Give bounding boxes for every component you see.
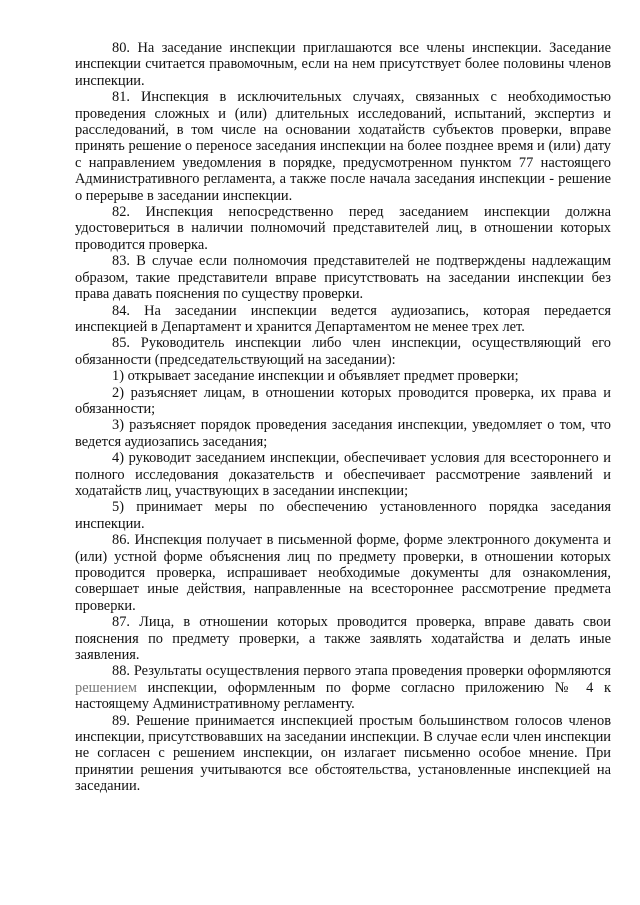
paragraph-85-item-3: 3) разъясняет порядок проведения заседания инспекции, уведомляет о том, что ведется аудиозапись заседания; — [75, 417, 611, 450]
paragraph-88-decision-word: решением — [75, 679, 137, 696]
paragraph-88-part-1: 88. Результаты осуществления первого этапа проведения проверки оформляются — [112, 663, 611, 680]
paragraph-82: 82. Инспекция непосредственно перед заседанием инспекции должна удостовериться в наличии полномочий представителей лиц, в отношении которых проводится проверка. — [75, 204, 611, 253]
paragraph-85-item-5: 5) принимает меры по обеспечению установленного порядка заседания инспекции. — [75, 499, 611, 532]
paragraph-85-item-4: 4) руководит заседанием инспекции, обеспечивает условия для всестороннего и полного исследования доказательств и обеспечивает рассмотрение заявлений и ходатайств лиц, участвующих в заседании инспекции; — [75, 450, 611, 499]
document-page — [75, 40, 611, 795]
paragraph-81: 81. Инспекция в исключительных случаях, связанных с необходимостью проведения сложных и (или) длительных исследований, испытаний, экспертиз и расследований, в том числе на основании ходатайств субъектов проверки, вправе принять решение о переносе заседания инспекции на более позднее время и (или) дату с направлением уведомления в порядке, предусмотренном пунктом 77 настоящего Административного регламента, а также после начала заседания инспекции - решение о перерыве в заседании инспекции. — [75, 89, 611, 204]
paragraph-88-part-2: инспекции, оформленным по форме согласно приложению № 4 к настоящему Административному регламенту. — [75, 679, 611, 713]
paragraph-87: 87. Лица, в отношении которых проводится проверка, вправе давать свои пояснения по предмету проверки, а также заявлять ходатайства и делать иные заявления. — [75, 614, 611, 664]
paragraph-83: 83. В случае если полномочия представителей не подтверждены надлежащим образом, такие представители вправе присутствовать на заседании инспекции без права давать пояснения по существу проверки. — [75, 253, 611, 303]
paragraph-80: 80. На заседание инспекции приглашаются все члены инспекции. Заседание инспекции считается правомочным, если на нем присутствует более половины членов инспекции. — [75, 40, 611, 89]
paragraph-85-item-2: 2) разъясняет лицам, в отношении которых проводится проверка, их права и обязанности; — [75, 384, 611, 417]
paragraph-88 — [75, 663, 611, 712]
paragraph-84: 84. На заседании инспекции ведется аудиозапись, которая передается инспекцией в Департамент и хранится Департаментом не менее трех лет. — [75, 302, 611, 335]
paragraph-85-item-1: 1) открывает заседание инспекции и объявляет предмет проверки; — [112, 368, 519, 385]
paragraph-89: 89. Решение принимается инспекцией простым большинством голосов членов инспекции, присутствовавших на заседании инспекции. В случае если член инспекции не согласен с решением инспекции, он излагает письменно особое мнение. При принятии решения учитываются все обстоятельства, установленные инспекцией на заседании. — [75, 712, 611, 795]
paragraph-86: 86. Инспекция получает в письменной форме, форме электронного документа и (или) устной форме объяснения лиц по предмету проверки, в отношении которых проводится проверка, испрашивает необходимые документы для ознакомления, совершает иные действия, направленные на всестороннее рассмотрение предмета проверки. — [75, 532, 611, 614]
paragraph-85: 85. Руководитель инспекции либо член инспекции, осуществляющий его обязанности (председательствующий на заседании): — [75, 335, 611, 368]
